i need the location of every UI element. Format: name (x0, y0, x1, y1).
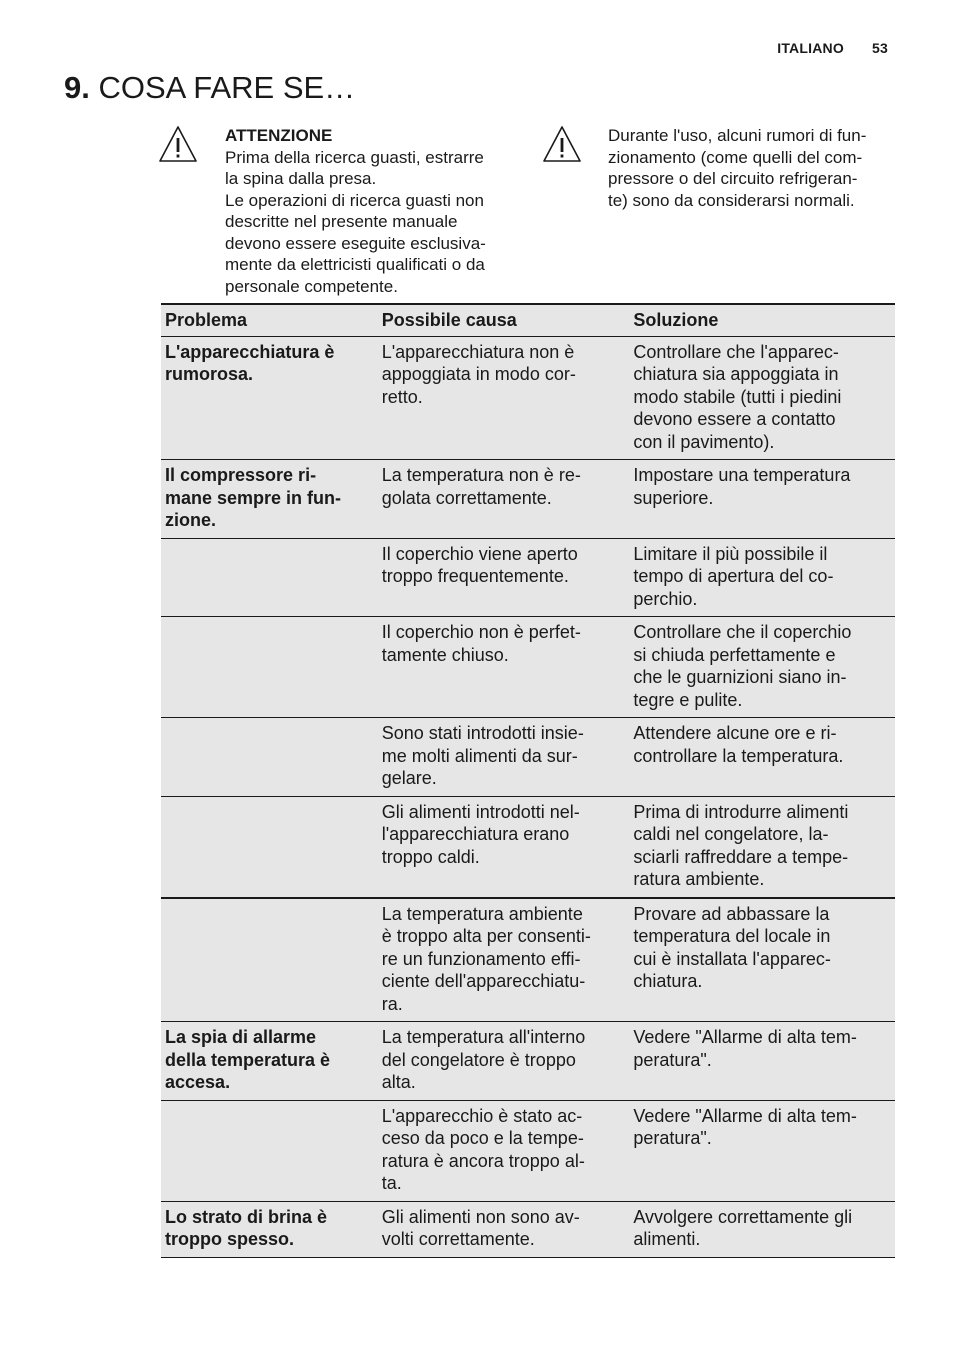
cell-line: chiatura sia appoggiata in (633, 364, 839, 384)
cell-line: si chiuda perfettamente e (633, 644, 836, 665)
solution-cell (629, 1100, 895, 1201)
cell-line: sciarli raffreddare a tempe- (633, 846, 849, 867)
cell-line: troppo frequentemente. (381, 566, 569, 586)
warning-triangle-icon (542, 125, 582, 163)
troubleshooting-table (161, 303, 895, 1258)
cell-line: troppo caldi. (381, 846, 480, 867)
solution-cell (629, 1022, 895, 1101)
cause-cell (378, 1022, 630, 1101)
cell-line: peratura". (633, 1049, 712, 1070)
warning-line: mente da elettricisti qualificati o da (225, 255, 485, 274)
cell-line: L'apparecchiatura non è (381, 341, 575, 362)
cell-line: accesa. (165, 1072, 231, 1092)
cell-line: chiatura. (633, 971, 703, 991)
section-number: 9. (64, 70, 90, 105)
cell-line: La spia di allarme (165, 1027, 317, 1047)
cell-line: controllare la temperatura. (633, 745, 844, 766)
cell-line: del congelatore è troppo (381, 1049, 576, 1070)
cell-line: appoggiata in modo cor- (381, 364, 576, 384)
problem-cell (161, 796, 378, 898)
section-title-text: COSA FARE SE… (98, 70, 356, 105)
cause-cell (378, 538, 630, 617)
cell-line: Vedere "Allarme di alta tem- (633, 1027, 857, 1047)
cell-line: La temperatura ambiente (381, 903, 583, 924)
column-header-solution: Soluzione (629, 304, 895, 336)
cell-line: l'apparecchiatura erano (381, 824, 570, 844)
page-number: 53 (872, 40, 888, 56)
cell-line: troppo spesso. (165, 1229, 295, 1249)
problem-cell (161, 538, 378, 617)
warning-line: Le operazioni di ricerca guasti non (225, 190, 484, 210)
cell-line: Provare ad abbassare la (633, 903, 830, 924)
cause-cell (378, 898, 630, 1022)
problem-cell (161, 336, 378, 460)
table-row (161, 336, 895, 460)
warning-text (608, 125, 866, 211)
cell-line: ratura ambiente. (633, 869, 765, 889)
warning-line: la spina dalla presa. (225, 169, 377, 188)
cause-cell (378, 617, 630, 718)
problem-cell (161, 617, 378, 718)
cell-line: con il pavimento). (633, 431, 775, 452)
cell-line: Gli alimenti non sono av- (381, 1206, 580, 1227)
column-header-problem: Problema (161, 304, 378, 336)
warning-line: descritte nel presente manuale (225, 212, 458, 231)
table-header-row (161, 304, 895, 336)
solution-cell (629, 617, 895, 718)
cell-line: Controllare che l'apparec- (633, 341, 839, 362)
cell-line: Avvolgere correttamente gli (633, 1206, 853, 1227)
cell-line: cui è installata l'apparec- (633, 948, 831, 969)
cell-line: mane sempre in fun- (165, 487, 342, 508)
table-row (161, 1201, 895, 1257)
solution-cell (629, 718, 895, 797)
solution-cell (629, 336, 895, 460)
table-row (161, 460, 895, 539)
cell-line: Sono stati introdotti insie- (381, 723, 584, 743)
warning-line: personale competente. (225, 276, 398, 296)
warning-text (225, 125, 486, 297)
cause-cell (378, 460, 630, 539)
warning-line: pressore o del circuito refrigeran- (608, 169, 858, 188)
cell-line: tempo di apertura del co- (633, 566, 834, 586)
cell-line: rumorosa. (165, 364, 254, 384)
table-row (161, 898, 895, 1022)
cell-line: peratura". (633, 1128, 712, 1148)
column-header-cause: Possibile causa (378, 304, 630, 336)
cell-line: Il coperchio viene aperto (381, 543, 578, 564)
cell-line: tegre e pulite. (633, 689, 743, 710)
cell-line: Attendere alcune ore e ri- (633, 723, 837, 743)
problem-cell (161, 1201, 378, 1257)
table-row (161, 1022, 895, 1101)
cell-line: Prima di introdurre alimenti (633, 801, 849, 822)
cell-line: ceso da poco e la tempe- (381, 1128, 584, 1148)
solution-cell (629, 538, 895, 617)
cell-line: L'apparecchio è stato ac- (381, 1105, 583, 1126)
table-body (161, 336, 895, 1257)
cell-line: gelare. (381, 768, 437, 788)
cell-line: che le guarnizioni siano in- (633, 667, 847, 687)
cell-line: Lo strato di brina è (165, 1206, 328, 1227)
cell-line: Vedere "Allarme di alta tem- (633, 1105, 857, 1126)
cell-line: superiore. (633, 487, 714, 508)
cell-line: ratura è ancora troppo al- (381, 1150, 585, 1171)
cell-line: zione. (165, 510, 217, 530)
section-title (64, 66, 355, 110)
table-row (161, 796, 895, 898)
cause-cell (378, 1100, 630, 1201)
cell-line: della temperatura è (165, 1049, 331, 1070)
problem-cell (161, 1100, 378, 1201)
cell-line: Limitare il più possibile il (633, 543, 828, 564)
warning-triangle-icon (158, 125, 198, 163)
cell-line: è troppo alta per consenti- (381, 926, 591, 946)
cell-line: ra. (381, 993, 403, 1014)
cell-line: modo stabile (tutti i piedini (633, 386, 842, 407)
warning-box-noise (542, 125, 902, 235)
problem-cell (161, 460, 378, 539)
cause-cell (378, 796, 630, 898)
cell-line: re un funzionamento effi- (381, 948, 581, 969)
cell-line: L'apparecchiatura è (165, 341, 335, 362)
cause-cell (378, 718, 630, 797)
problem-cell (161, 718, 378, 797)
warning-heading: ATTENZIONE (225, 126, 333, 145)
problem-cell (161, 898, 378, 1022)
warning-line: Prima della ricerca guasti, estrarre (225, 147, 484, 167)
cell-line: Controllare che il coperchio (633, 622, 852, 642)
warning-box-attention (158, 125, 528, 300)
cell-line: perchio. (633, 588, 698, 609)
problem-cell (161, 1022, 378, 1101)
cell-line: ta. (381, 1173, 402, 1193)
cell-line: devono essere a contatto (633, 409, 836, 429)
warning-line: Durante l'uso, alcuni rumori di fun- (608, 126, 867, 145)
cell-line: volti correttamente. (381, 1229, 535, 1249)
cell-line: golata correttamente. (381, 487, 552, 508)
cell-line: me molti alimenti da sur- (381, 745, 578, 766)
cell-line: Gli alimenti introdotti nel- (381, 801, 580, 822)
cell-line: Il coperchio non è perfet- (381, 622, 581, 642)
table-row (161, 617, 895, 718)
solution-cell (629, 460, 895, 539)
language-label: ITALIANO (777, 40, 844, 56)
cell-line: La temperatura all'interno (381, 1027, 586, 1047)
cell-line: ciente dell'apparecchiatu- (381, 971, 586, 991)
cell-line: Il compressore ri- (165, 465, 317, 485)
table-row (161, 718, 895, 797)
cell-line: La temperatura non è re- (381, 465, 581, 485)
cell-line: alta. (381, 1072, 416, 1092)
cell-line: alimenti. (633, 1229, 701, 1249)
solution-cell (629, 1201, 895, 1257)
warning-line: zionamento (come quelli del com- (608, 147, 863, 167)
solution-cell (629, 796, 895, 898)
cell-line: temperatura del locale in (633, 926, 831, 946)
solution-cell (629, 898, 895, 1022)
cell-line: tamente chiuso. (381, 644, 509, 665)
cell-line: caldi nel congelatore, la- (633, 824, 829, 844)
cause-cell (378, 336, 630, 460)
cause-cell (378, 1201, 630, 1257)
table-row (161, 538, 895, 617)
warning-line: te) sono da considerarsi normali. (608, 190, 855, 210)
cell-line: retto. (381, 386, 423, 407)
page-header (777, 40, 888, 56)
table-row (161, 1100, 895, 1201)
warning-line: devono essere eseguite esclusiva- (225, 233, 486, 253)
cell-line: Impostare una temperatura (633, 465, 851, 485)
